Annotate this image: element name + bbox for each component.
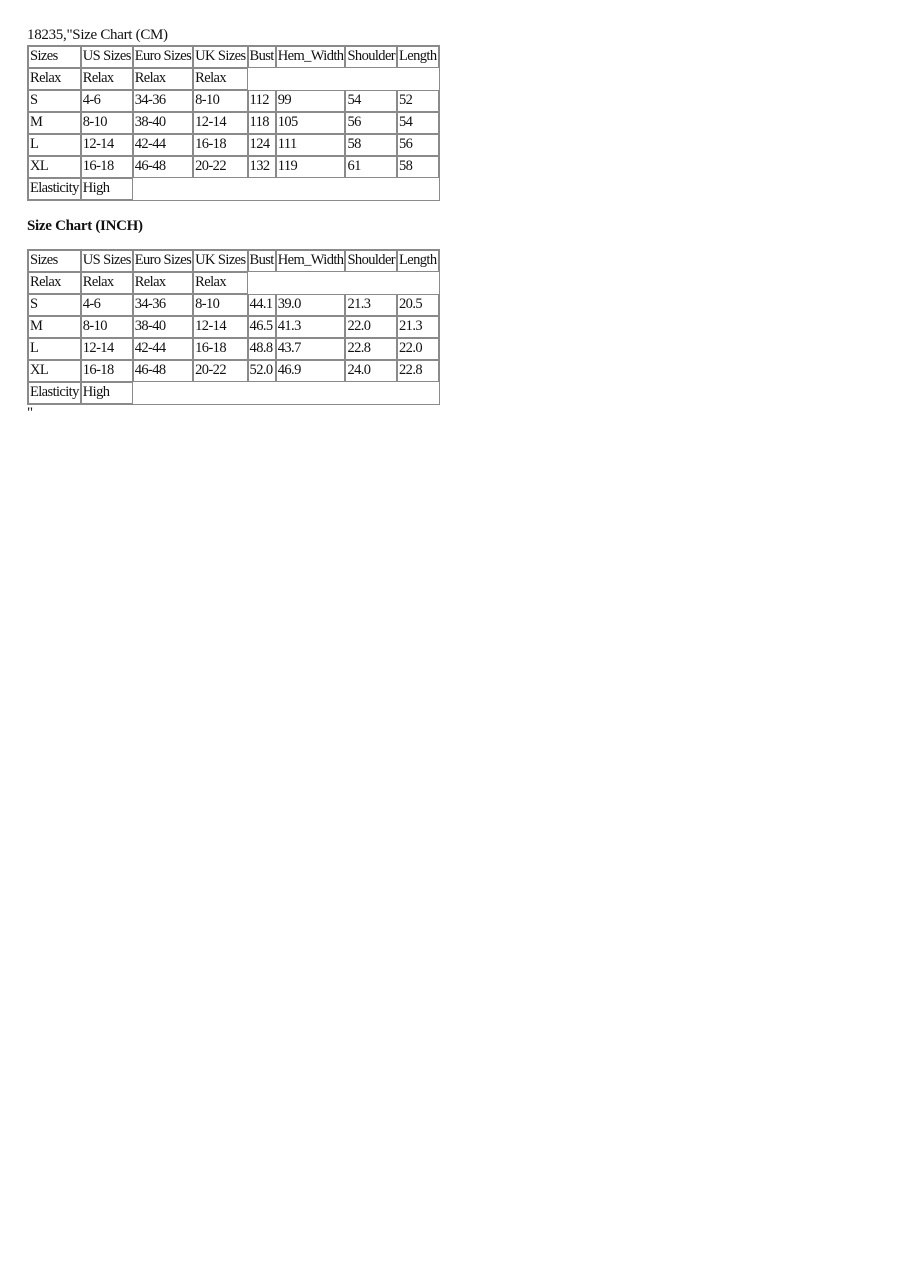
table-cell: 8-10 — [193, 294, 247, 316]
table-cell: 34-36 — [133, 90, 193, 112]
fit-row — [28, 68, 439, 90]
table-cell: 46-48 — [133, 360, 193, 382]
table-row — [28, 338, 439, 360]
table-cell: S — [28, 90, 81, 112]
table-cell: 4-6 — [81, 90, 133, 112]
table-cell: 12-14 — [81, 134, 133, 156]
empty-cell — [133, 382, 439, 404]
inch-section-title: Size Chart (INCH) — [27, 218, 143, 234]
header-cell: Euro Sizes — [133, 250, 193, 272]
fit-cell: Relax — [81, 272, 133, 294]
table-cell: 111 — [276, 134, 346, 156]
fit-cell: Relax — [133, 272, 193, 294]
table-cell: XL — [28, 360, 81, 382]
table-cell: 20-22 — [193, 360, 247, 382]
table-cell: 34-36 — [133, 294, 193, 316]
header-cell: Hem_Width — [276, 250, 346, 272]
table-row — [28, 294, 439, 316]
table-cell: M — [28, 316, 81, 338]
table-cell: XL — [28, 156, 81, 178]
table-row — [28, 90, 439, 112]
table-cell: 38-40 — [133, 112, 193, 134]
header-cell: Sizes — [28, 250, 81, 272]
table-row — [28, 156, 439, 178]
empty-cell — [133, 178, 439, 200]
table-cell: 12-14 — [81, 338, 133, 360]
table-cell: 112 — [248, 90, 276, 112]
table-cell: 124 — [248, 134, 276, 156]
table-cell: S — [28, 294, 81, 316]
table-cell: 118 — [248, 112, 276, 134]
table-cell: 8-10 — [81, 316, 133, 338]
size-chart-cm-table — [27, 45, 440, 201]
table-cell: 54 — [397, 112, 438, 134]
header-cell: UK Sizes — [193, 250, 247, 272]
footer-text: " — [27, 405, 34, 421]
table-cell: 54 — [345, 90, 397, 112]
table-row — [28, 134, 439, 156]
table-cell: 41.3 — [276, 316, 346, 338]
table-cell: 46.5 — [248, 316, 276, 338]
table-cell: 20.5 — [397, 294, 438, 316]
header-cell: Bust — [248, 46, 276, 68]
table-cell: 43.7 — [276, 338, 346, 360]
table-cell: 16-18 — [81, 360, 133, 382]
table-cell: 105 — [276, 112, 346, 134]
fit-cell: Relax — [193, 68, 247, 90]
table-cell: 12-14 — [193, 112, 247, 134]
table-cell: 99 — [276, 90, 346, 112]
table-cell: 22.8 — [345, 338, 397, 360]
header-cell: US Sizes — [81, 46, 133, 68]
elasticity-row — [28, 178, 439, 200]
header-cell: Hem_Width — [276, 46, 346, 68]
table-cell: 48.8 — [248, 338, 276, 360]
table-cell: 20-22 — [193, 156, 247, 178]
table-cell: 22.0 — [345, 316, 397, 338]
table-cell: 8-10 — [193, 90, 247, 112]
table-cell: 21.3 — [345, 294, 397, 316]
header-cell: Length — [397, 46, 438, 68]
table-row — [28, 360, 439, 382]
table-cell: 38-40 — [133, 316, 193, 338]
fit-cell: Relax — [133, 68, 193, 90]
table-cell: M — [28, 112, 81, 134]
table-cell: 56 — [397, 134, 438, 156]
table-cell: 39.0 — [276, 294, 346, 316]
table-cell: 8-10 — [81, 112, 133, 134]
fit-cell: Relax — [193, 272, 247, 294]
table-cell: 132 — [248, 156, 276, 178]
table-header-row — [28, 46, 439, 68]
fit-cell: Relax — [28, 272, 81, 294]
table-cell: 42-44 — [133, 134, 193, 156]
table-cell: 16-18 — [81, 156, 133, 178]
fit-cell: Relax — [81, 68, 133, 90]
header-cell: UK Sizes — [193, 46, 247, 68]
fit-cell: Relax — [28, 68, 81, 90]
table-cell: 46-48 — [133, 156, 193, 178]
table-cell: L — [28, 338, 81, 360]
elasticity-label: Elasticity — [28, 382, 81, 404]
table-cell: 4-6 — [81, 294, 133, 316]
table-row — [28, 112, 439, 134]
table-cell: 58 — [345, 134, 397, 156]
table-cell: 16-18 — [193, 338, 247, 360]
elasticity-value: High — [81, 382, 133, 404]
header-cell: Shoulder — [345, 46, 397, 68]
table-cell: 56 — [345, 112, 397, 134]
table-cell: 58 — [397, 156, 438, 178]
table-cell: 42-44 — [133, 338, 193, 360]
table-cell: L — [28, 134, 81, 156]
empty-cell — [248, 68, 439, 90]
table-cell: 52 — [397, 90, 438, 112]
table-cell: 24.0 — [345, 360, 397, 382]
header-cell: Shoulder — [345, 250, 397, 272]
header-cell: Length — [397, 250, 438, 272]
table-cell: 61 — [345, 156, 397, 178]
header-cell: Bust — [248, 250, 276, 272]
header-text: 18235,"Size Chart (CM) — [27, 27, 168, 43]
elasticity-label: Elasticity — [28, 178, 81, 200]
table-cell: 16-18 — [193, 134, 247, 156]
elasticity-value: High — [81, 178, 133, 200]
empty-cell — [248, 272, 439, 294]
fit-row — [28, 272, 439, 294]
table-cell: 44.1 — [248, 294, 276, 316]
size-chart-inch-table — [27, 249, 440, 405]
document-page — [27, 26, 887, 420]
table-row — [28, 316, 439, 338]
table-header-row — [28, 250, 439, 272]
table-cell: 46.9 — [276, 360, 346, 382]
table-cell: 12-14 — [193, 316, 247, 338]
elasticity-row — [28, 382, 439, 404]
table-cell: 22.8 — [397, 360, 438, 382]
header-cell: Sizes — [28, 46, 81, 68]
header-cell: US Sizes — [81, 250, 133, 272]
table-cell: 52.0 — [248, 360, 276, 382]
table-cell: 119 — [276, 156, 346, 178]
table-cell: 22.0 — [397, 338, 438, 360]
table-cell: 21.3 — [397, 316, 438, 338]
header-cell: Euro Sizes — [133, 46, 193, 68]
